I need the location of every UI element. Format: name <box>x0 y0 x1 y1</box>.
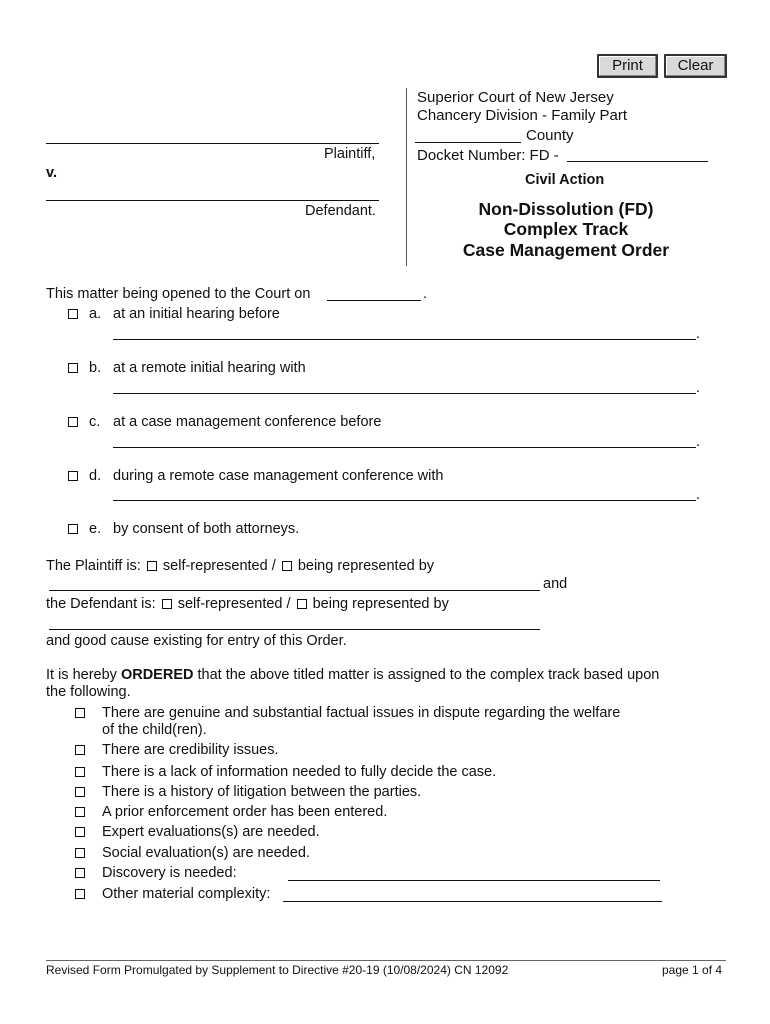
defendant-represented-label: being represented by <box>312 596 449 612</box>
plaintiff-represented-checkbox[interactable] <box>282 561 292 571</box>
defendant-self-represented-checkbox[interactable] <box>162 599 172 609</box>
option-d-line[interactable] <box>113 500 696 501</box>
option-d-checkbox[interactable] <box>68 471 78 481</box>
other-complexity-line[interactable] <box>283 901 662 902</box>
docket-label: Docket Number: FD - <box>417 147 559 164</box>
criterion-welfare-text-cont: of the child(ren). <box>102 722 207 738</box>
clear-button[interactable]: Clear <box>664 54 727 78</box>
criterion-welfare-text: There are genuine and substantial factual issues in dispute regarding the welfare <box>102 705 621 721</box>
footer-page-number: page 1 of 4 <box>662 963 723 977</box>
option-e-text: by consent of both attorneys. <box>113 521 300 537</box>
option-a-line[interactable] <box>113 339 696 340</box>
option-d-period: . <box>696 487 701 503</box>
option-d-text: during a remote case management conference with <box>113 468 444 484</box>
plaintiff-self-represented-checkbox[interactable] <box>147 561 157 571</box>
good-cause-text: and good cause existing for entry of this Order. <box>46 633 347 649</box>
county-label: County <box>526 127 574 144</box>
defendant-self-represented-label: self-represented / <box>177 596 291 612</box>
option-b-text: at a remote initial hearing with <box>113 360 306 376</box>
plaintiff-self-represented-label: self-represented / <box>162 558 276 574</box>
option-c-period: . <box>696 434 701 450</box>
footer-form-info: Revised Form Promulgated by Supplement to Directive #20-19 (10/08/2024) CN 12092 <box>46 963 509 977</box>
form-title-line1: Non-Dissolution (FD) <box>478 199 654 219</box>
criterion-social-text: Social evaluation(s) are needed. <box>102 845 310 861</box>
plaintiff-attorney-line[interactable] <box>49 590 540 591</box>
option-d-letter: d. <box>89 468 102 484</box>
opening-period: . <box>423 286 428 302</box>
criterion-other-checkbox[interactable] <box>75 889 85 899</box>
option-e-checkbox[interactable] <box>68 524 78 534</box>
option-b-letter: b. <box>89 360 102 376</box>
form-title-line2: Complex Track <box>503 219 629 239</box>
option-b-period: . <box>696 380 701 396</box>
option-b-checkbox[interactable] <box>68 363 78 373</box>
county-line[interactable] <box>415 142 521 143</box>
criterion-enforcement-checkbox[interactable] <box>75 807 85 817</box>
civil-action-label: Civil Action <box>525 172 605 188</box>
criterion-litigation-checkbox[interactable] <box>75 787 85 797</box>
docket-number-line[interactable] <box>567 161 708 162</box>
opening-date-line[interactable] <box>327 300 421 301</box>
criterion-discovery-checkbox[interactable] <box>75 868 85 878</box>
option-a-text: at an initial hearing before <box>113 306 280 322</box>
defendant-attorney-line[interactable] <box>49 629 540 630</box>
option-a-period: . <box>696 326 701 342</box>
option-a-letter: a. <box>89 306 102 322</box>
criterion-expert-text: Expert evaluations(s) are needed. <box>102 824 320 840</box>
option-c-letter: c. <box>89 414 101 430</box>
criterion-expert-checkbox[interactable] <box>75 827 85 837</box>
criterion-discovery-text: Discovery is needed: <box>102 865 237 881</box>
criterion-other-text: Other material complexity: <box>102 886 271 902</box>
option-c-line[interactable] <box>113 447 696 448</box>
option-c-checkbox[interactable] <box>68 417 78 427</box>
criterion-social-checkbox[interactable] <box>75 848 85 858</box>
criterion-information-checkbox[interactable] <box>75 767 85 777</box>
option-a-checkbox[interactable] <box>68 309 78 319</box>
option-c-text: at a case management conference before <box>113 414 382 430</box>
footer-divider <box>46 960 726 961</box>
defendant-name-line[interactable] <box>46 200 379 201</box>
criterion-welfare-checkbox[interactable] <box>75 708 85 718</box>
plaintiff-represented-label: being represented by <box>297 558 435 574</box>
court-division: Chancery Division - Family Part <box>417 107 628 124</box>
ordered-label: ORDERED <box>120 667 194 683</box>
versus-label: v. <box>46 165 58 181</box>
plaintiff-representation-row <box>46 558 434 574</box>
discovery-details-line[interactable] <box>288 880 660 881</box>
opening-intro: This matter being opened to the Court on <box>46 286 311 302</box>
form-title-line3: Case Management Order <box>462 240 670 260</box>
criterion-credibility-text: There are credibility issues. <box>102 742 279 758</box>
criterion-enforcement-text: A prior enforcement order has been entered. <box>102 804 388 820</box>
plaintiff-label: Plaintiff, <box>324 146 376 162</box>
criterion-information-text: There is a lack of information needed to fully decide the case. <box>102 764 497 780</box>
defendant-representation-row <box>46 596 449 612</box>
criterion-litigation-text: There is a history of litigation between the parties. <box>102 784 422 800</box>
and-label: and <box>543 576 568 592</box>
order-suffix: that the above titled matter is assigned to the complex track based upon <box>197 667 660 683</box>
defendant-is-label: the Defendant is: <box>46 596 156 612</box>
option-b-line[interactable] <box>113 393 696 394</box>
option-e-letter: e. <box>89 521 102 537</box>
plaintiff-name-line[interactable] <box>46 143 379 144</box>
order-statement <box>46 667 659 683</box>
criterion-credibility-checkbox[interactable] <box>75 745 85 755</box>
order-prefix: It is hereby <box>46 667 117 683</box>
defendant-label: Defendant. <box>305 203 376 219</box>
defendant-represented-checkbox[interactable] <box>297 599 307 609</box>
court-name: Superior Court of New Jersey <box>417 89 614 106</box>
order-line2: the following. <box>46 684 131 700</box>
print-button[interactable]: Print <box>597 54 658 78</box>
plaintiff-is-label: The Plaintiff is: <box>46 558 141 574</box>
